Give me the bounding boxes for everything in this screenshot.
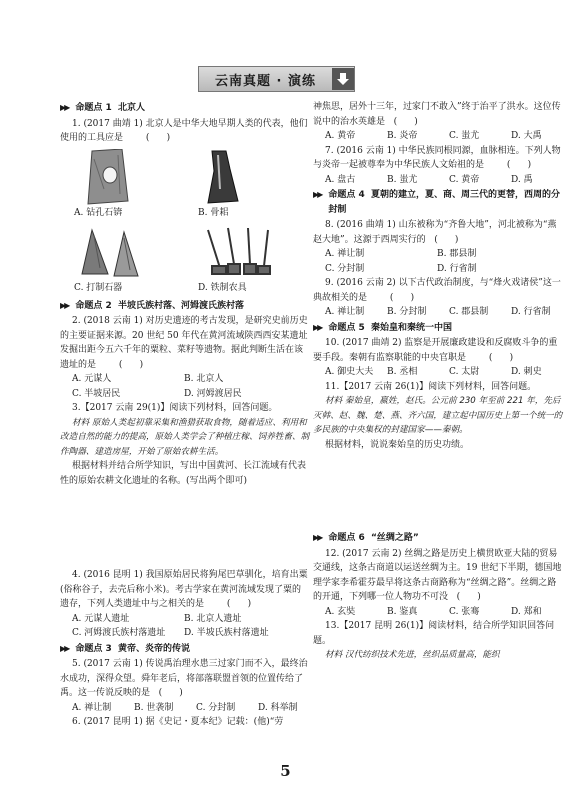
option-b: B. 北京人遗址 (184, 613, 242, 624)
question-4-options (60, 612, 310, 641)
question-7: 7. (2016 云南 1) 中华民族同根同源，血脉相连。下列人物与炎帝一起被尊奉为中华民族人文始祖的是 ( ) (313, 145, 561, 170)
question-6: 6. (2017 昆明 1) 据《史记・夏本纪》记载：(他)“劳 (72, 717, 284, 727)
image-caption-d: D. 铁制农具 (198, 283, 247, 293)
option-c: C. 张骞 (449, 606, 480, 617)
down-arrow-icon (332, 68, 354, 90)
drilled-stone-adze-image (74, 149, 174, 205)
question-5-options (60, 701, 310, 716)
double-triangle-icon: ▶▶ (313, 190, 322, 199)
option-c: C. 郡县制 (449, 307, 489, 317)
question-11-material: 材料 秦始皇，嬴姓，赵氏。公元前 230 年至前 221 年，先后灭韩、赵、魏、楚、燕、齐六国，建立起中国历史上第一个统一的多民族的中央集权的封建国家——秦朝。 (313, 396, 563, 435)
option-c: C. 黄帝 (449, 174, 480, 185)
topic-heading-1: ▶▶ 命题点 1 北京人 (60, 101, 310, 116)
option-d: D. 科举制 (258, 702, 298, 713)
option-d: D. 大禹 (511, 131, 542, 141)
question-8-options (313, 247, 563, 276)
double-triangle-icon: ▶▶ (313, 322, 322, 332)
question-3: 3.【2017 云南 29(1)】阅读下列材料，回答问题。 (72, 403, 278, 413)
option-c: C. 半坡居民 (72, 388, 121, 399)
option-d: D. 行省制 (437, 263, 477, 274)
chipped-stone-tools-image (74, 224, 174, 280)
question-12: 12. (2017 云南 2) 丝绸之路是历史上横贯欧亚大陆的贸易交通线，这条古商道以运送丝绸为主。19 世纪下半期，德国地理学家李希霍芬最早将这条古商路称为“丝绸之路”。丝绸之路的开通，下列哪一位人物功不可没 ( ) (313, 548, 562, 602)
option-a: A. 禅让制 (325, 249, 365, 259)
double-triangle-icon: ▶▶ (60, 103, 69, 112)
option-c: C. 河姆渡氏族村落遗址 (72, 628, 166, 638)
option-d: D. 半坡氏族村落遗址 (184, 628, 269, 638)
question-6-options (313, 129, 563, 144)
topic-heading-4: ▶▶ 命题点 4 夏朝的建立，夏、商、周三代的更替，西周的分封制 (313, 190, 560, 215)
tool-images (74, 149, 310, 296)
question-12-options (313, 605, 563, 620)
option-a: A. 盘古 (325, 174, 356, 185)
question-9: 9. (2016 云南 2) 以下古代政治制度，与“烽火戏诸侯”这一典故相关的是 ( ) (313, 278, 561, 303)
topic-heading-5: ▶▶ 命题点 5 秦始皇和秦统一中国 (313, 321, 563, 336)
right-column (313, 100, 563, 663)
option-d: D. 河姆渡居民 (184, 388, 242, 399)
option-a: A. 元谋人 (72, 374, 112, 384)
banner-title: 云南真题 · 演练 (215, 73, 316, 89)
option-d: D. 郑和 (511, 606, 542, 617)
option-d: D. 刺史 (511, 367, 542, 377)
question-8: 8. (2016 曲靖 1) 山东被称为“齐鲁大地”，河北被称为“燕赵大地”。这源于西周实行的 ( ) (313, 220, 557, 245)
question-7-options (313, 173, 563, 188)
section-banner (198, 66, 355, 92)
topic-heading-3: ▶▶ 命题点 3 黄帝、炎帝的传说 (60, 642, 310, 657)
image-caption-c: C. 打制石器 (74, 283, 123, 293)
iron-farm-tools-image (198, 224, 298, 280)
option-a: A. 元谋人遗址 (72, 613, 130, 624)
option-d: D. 行省制 (511, 307, 551, 317)
question-6-continued: 神焦思，居外十三年，过家门不敢入”终于治平了洪水。这位传说中的治水英雄是 ( ) (313, 102, 561, 127)
image-caption-b: B. 骨耜 (198, 207, 229, 218)
question-1: 1. (2017 曲靖 1) 北京人是中华大地早期人类的代表，他们使用的工具应是 ( ) (60, 118, 308, 143)
question-3-ask: 根据材料并结合所学知识，写出中国黄河、长江流域有代表性的原始农耕文化遗址的名称。(写出两个即可) (60, 461, 307, 486)
topic-heading-2: ▶▶ 命题点 2 半坡氏族村落、河姆渡氏族村落 (60, 299, 310, 314)
option-b: B. 北京人 (184, 374, 224, 384)
question-11-ask: 根据材料，说说秦始皇的历史功绩。 (325, 439, 470, 450)
option-c: C. 太尉 (449, 367, 480, 377)
option-d: D. 禹 (511, 174, 533, 185)
option-b: B. 郡县制 (437, 249, 477, 259)
option-b: B. 炎帝 (387, 131, 418, 141)
double-triangle-icon: ▶▶ (60, 643, 69, 653)
double-triangle-icon: ▶▶ (60, 300, 69, 310)
option-a: A. 禅让制 (72, 702, 112, 713)
question-2: 2. (2018 云南 1) 对历史遗迹的考古发现，是研究史前历史的主要证据来源。20 世纪 50 年代在黄河流域陕西西安某遗址发掘出距今五六千年的粟粒、菜籽等遗物。据此判断生活在该遗址的是 ( ) (60, 316, 308, 370)
bone-spade-image (198, 149, 298, 205)
option-a: A. 御史大夫 (325, 367, 374, 377)
question-4: 4. (2016 昆明 1) 我国原始居民将狗尾巴草驯化，培育出粟(俗称谷子，去壳后称小米)。考古学家在黄河流域发现了粟的遗存，下列人类遗址中与之相关的是 ( ) (60, 570, 308, 609)
question-5: 5. (2017 云南 1) 传说禹治理水患三过家门而不入，最终治水成功，深得众望。舜年老后，将部落联盟首领的位置传给了禹。这一传说反映的是 ( ) (60, 659, 308, 698)
question-10-options (313, 365, 563, 380)
option-c: C. 分封制 (325, 263, 365, 274)
option-a: A. 玄奘 (325, 606, 356, 617)
answer-space (60, 488, 310, 568)
option-b: B. 世袭制 (134, 702, 174, 713)
answer-space (313, 452, 563, 530)
question-3-material: 材料 原始人类起初靠采集和渔猎获取食物，随着适应、利用和改造自然的能力的提高，原始人类学会了种植庄稼、饲养牲畜、制作陶器、建造房屋，开始了原始农耕生活。 (60, 417, 310, 457)
option-b: B. 丞相 (387, 367, 418, 377)
left-column (60, 100, 310, 730)
option-b: B. 鉴真 (387, 606, 418, 617)
option-b: B. 分封制 (387, 307, 427, 317)
page-number: 5 (280, 762, 291, 780)
question-10: 10. (2017 曲靖 2) 监察是开展廉政建设和反腐败斗争的重要手段。秦朝有监察职能的中央官职是 ( ) (313, 338, 558, 363)
image-caption-a: A. 钻孔石锛 (74, 207, 123, 218)
option-a: A. 黄帝 (325, 131, 356, 141)
option-c: C. 分封制 (196, 702, 236, 713)
option-b: B. 蚩尤 (387, 174, 418, 185)
option-a: A. 禅让制 (325, 307, 365, 317)
option-c: C. 蚩尤 (449, 131, 480, 141)
question-9-options (313, 305, 563, 320)
question-11: 11.【2017 云南 26(1)】阅读下列材料，回答问题。 (325, 381, 537, 392)
question-13-material: 材料 汉代纺织技术先进，丝织品质量高，能织 (325, 650, 500, 660)
topic-heading-6: ▶▶ 命题点 6 “丝绸之路” (313, 531, 563, 546)
double-triangle-icon: ▶▶ (313, 533, 322, 542)
question-13: 13.【2017 昆明 26(1)】阅读材料，结合所学知识回答问题。 (313, 621, 555, 646)
question-2-options (60, 372, 310, 401)
